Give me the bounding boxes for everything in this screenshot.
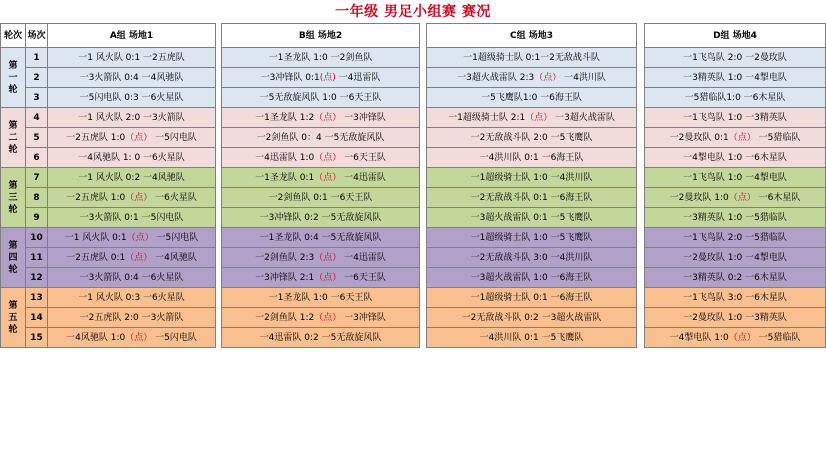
match-row [1,308,826,328]
match-row [1,48,826,68]
header-group-d: D组 场地4 [645,24,826,48]
match-result-group-d: 一1飞鸟队 1:0 一4掣电队 [645,168,826,188]
match-number: 3 [26,88,48,108]
match-number: 9 [26,208,48,228]
match-result-group-b: 一3冲锋队 0:2 一5无敌旋风队 [222,208,420,228]
match-result-group-c: 一4洪川队 0:1 一6海王队 [427,148,637,168]
match-result-group-a: 一2五虎队 1:0（点） 一6火星队 [48,188,216,208]
match-result-group-a: 一4风驰队 1: 0 一6火星队 [48,148,216,168]
match-result-group-c: 一1超级骑士队 0:1一2无敌战斗队 [427,48,637,68]
match-result-group-d: 一2曼玫队 1:0（点） 一6木星队 [645,188,826,208]
match-number: 1 [26,48,48,68]
column-gap [420,248,427,268]
column-gap [420,188,427,208]
match-result-group-b: 一1圣龙队 1:0 一6天王队 [222,288,420,308]
round-label-text: 第一轮 [8,60,18,95]
column-gap [637,24,645,48]
match-result-group-c: 一1超级骑士队 1:0 一4洪川队 [427,168,637,188]
header-group-b: B组 场地2 [222,24,420,48]
match-result-group-a: 一1 风火队 0:1 一2五虎队 [48,48,216,68]
match-result-group-b: 一2剑鱼队 1:2（点） 一3冲锋队 [222,308,420,328]
match-result-group-c: 一1超级骑士队 2:1（点） 一3超火战雷队 [427,108,637,128]
match-result-group-b: 一1圣龙队 0:4 一5无敌旋风队 [222,228,420,248]
column-gap [420,88,427,108]
match-result-group-c: 一2无敌战斗队 2:0 一5飞鹰队 [427,128,637,148]
column-gap [420,308,427,328]
match-result-group-d: 一1飞鸟队 2:0 一5猎临队 [645,228,826,248]
match-row [1,288,826,308]
penalty-marker: （点） [534,72,562,83]
match-result-group-c: 一2无敌战斗队 0:1 一6海王队 [427,188,637,208]
header-row [1,24,826,48]
match-result-group-c: 一3超火战雷队 1:0 一6海王队 [427,268,637,288]
column-gap [637,228,645,248]
column-gap [420,268,427,288]
column-gap [420,148,427,168]
match-result-group-d: 一4掣电队 1:0（点） 一5猎临队 [645,328,826,348]
match-number: 12 [26,268,48,288]
match-number: 15 [26,328,48,348]
match-result-group-c: 一3超火战雷队 2:3（点） 一4洪川队 [427,68,637,88]
round-label-text: 第三轮 [8,180,18,215]
round-label [1,48,26,108]
round-label [1,108,26,168]
column-gap [420,24,427,48]
penalty-marker: （点） [314,172,342,183]
match-result-group-c: 一4洪川队 0:1 一5飞鹰队 [427,328,637,348]
match-number: 5 [26,128,48,148]
match-result-group-a: 一4风驰队 1:0（点） 一5闪电队 [48,328,216,348]
column-gap [637,268,645,288]
match-row [1,108,826,128]
penalty-marker: （点） [314,112,342,123]
match-number: 7 [26,168,48,188]
round-label [1,168,26,228]
match-result-group-b: 一1圣龙队 1:0 一2剑鱼队 [222,48,420,68]
match-result-group-a: 一2五虎队 0:1（点） 一4风驰队 [48,248,216,268]
column-gap [637,248,645,268]
match-result-group-c: 一5飞鹰队1:0 一6海王队 [427,88,637,108]
match-result-group-d: 一3精英队 1:0 一5猎临队 [645,208,826,228]
column-gap [637,148,645,168]
page-title: 一年级 男足小组赛 赛况 [335,4,491,20]
match-row [1,168,826,188]
match-result-group-a: 一3火箭队 0:1 一5闪电队 [48,208,216,228]
match-result-group-b: 一2剑鱼队 0：4 一5无敌旋风队 [222,128,420,148]
match-result-group-a: 一1 风火队 2:0 一3火箭队 [48,108,216,128]
header-round: 轮次 [1,24,26,48]
match-result-group-c: 一3超火战雷队 0:1 一5飞鹰队 [427,208,637,228]
match-number: 6 [26,148,48,168]
match-result-group-b: 一1圣龙队 1:2（点） 一3冲锋队 [222,108,420,128]
match-number: 8 [26,188,48,208]
column-gap [420,48,427,68]
column-gap [637,128,645,148]
penalty-marker: （点） [728,132,756,143]
match-result-group-b: 一2剑鱼队 2:3（点） 一4迅雷队 [222,248,420,268]
match-result-group-c: 一2无敌战斗队 3:0 一4洪川队 [427,248,637,268]
penalty-marker: （点） [126,232,154,243]
column-gap [420,168,427,188]
column-gap [420,108,427,128]
match-row [1,268,826,288]
match-result-group-d: 一1飞鸟队 1:0 一3精英队 [645,108,826,128]
match-number: 4 [26,108,48,128]
column-gap [637,328,645,348]
penalty-marker: （点） [314,312,342,323]
header-field: 场次 [26,24,48,48]
match-number: 2 [26,68,48,88]
match-row [1,128,826,148]
match-result-group-d: 一5猎临队1:0 一6木星队 [645,88,826,108]
column-gap [637,108,645,128]
column-gap [637,188,645,208]
column-gap [420,288,427,308]
round-label-text: 第二轮 [8,120,18,155]
match-row [1,248,826,268]
penalty-marker: （点） [125,132,153,143]
match-result-group-d: 一2曼玫队 1:0 一3精英队 [645,308,826,328]
column-gap [637,88,645,108]
column-gap [420,68,427,88]
penalty-marker: （点） [125,192,153,203]
match-result-group-b: 一3冲锋队 2:1（点） 一6天王队 [222,268,420,288]
penalty-marker: （点） [728,332,756,343]
column-gap [420,128,427,148]
match-row [1,148,826,168]
match-result-group-a: 一1 风火队 0:2 一4风驰队 [48,168,216,188]
penalty-marker: （点） [125,332,153,343]
column-gap [637,288,645,308]
header-group-c: C组 场地3 [427,24,637,48]
match-result-group-c: 一1超级骑士队 1:0 一5飞鹰队 [427,228,637,248]
round-label [1,288,26,348]
match-result-group-d: 一1飞鸟队 3:0 一6木星队 [645,288,826,308]
match-result-group-b: 一3冲锋队 0:1(点) 一4迅雷队 [222,68,420,88]
match-result-group-c: 一1超级骑士队 0:1 一6海王队 [427,288,637,308]
match-row [1,328,826,348]
column-gap [637,208,645,228]
match-row [1,68,826,88]
match-result-group-a: 一1 风火队 0:1（点） 一5闪电队 [48,228,216,248]
match-result-group-d: 一1飞鸟队 2:0 一2曼玫队 [645,48,826,68]
match-result-group-b: 一4迅雷队 1:0（点） 一6天王队 [222,148,420,168]
column-gap [420,228,427,248]
round-label-text: 第五轮 [8,300,18,335]
match-result-group-a: 一2五虎队 1:0（点） 一5闪电队 [48,128,216,148]
header-group-a: A组 场地1 [48,24,216,48]
match-result-group-a: 一3火箭队 0:4 一4风驰队 [48,68,216,88]
match-row [1,208,826,228]
match-number: 13 [26,288,48,308]
penalty-marker: （点） [314,272,342,283]
penalty-marker: （点） [728,192,756,203]
match-row [1,88,826,108]
match-row [1,188,826,208]
column-gap [637,168,645,188]
penalty-marker: （点） [314,252,342,263]
match-result-group-b: 一5无敌旋风队 1:0 一6天王队 [222,88,420,108]
match-result-group-b: 一4迅雷队 0:2 一5无敌旋风队 [222,328,420,348]
match-number: 11 [26,248,48,268]
match-result-group-d: 一2曼玫队 0:1（点） 一5猎临队 [645,128,826,148]
match-result-group-b: 一1圣龙队 0:1（点） 一4迅雷队 [222,168,420,188]
match-result-group-a: 一2五虎队 2:0 一3火箭队 [48,308,216,328]
match-result-group-d: 一4掣电队 1:0 一6木星队 [645,148,826,168]
match-result-group-a: 一3火箭队 0:4 一6火星队 [48,268,216,288]
round-label [1,228,26,288]
column-gap [637,48,645,68]
penalty-marker: （点） [125,252,153,263]
match-result-group-d: 一3精英队 1:0 一4掣电队 [645,68,826,88]
match-result-group-d: 一3精英队 0:2 一6木星队 [645,268,826,288]
match-result-group-a: 一5闪电队 0:3 一6火星队 [48,88,216,108]
penalty-marker: （点） [525,112,553,123]
match-row [1,228,826,248]
match-number: 10 [26,228,48,248]
column-gap [637,308,645,328]
match-result-group-c: 一2无敌战斗队 0:2 一3超火战雷队 [427,308,637,328]
column-gap [420,328,427,348]
column-gap [637,68,645,88]
match-result-group-b: 一2剑鱼队 0:1 一6天王队 [222,188,420,208]
column-gap [420,208,427,228]
schedule-table [0,23,826,348]
penalty-marker: （点） [314,152,342,163]
match-result-group-a: 一1 风火队 0:3 一6火星队 [48,288,216,308]
penalty-marker: (点) [319,72,336,83]
round-label-text: 第四轮 [8,240,18,275]
match-result-group-d: 一2曼玫队 1:0 一4掣电队 [645,248,826,268]
match-number: 14 [26,308,48,328]
